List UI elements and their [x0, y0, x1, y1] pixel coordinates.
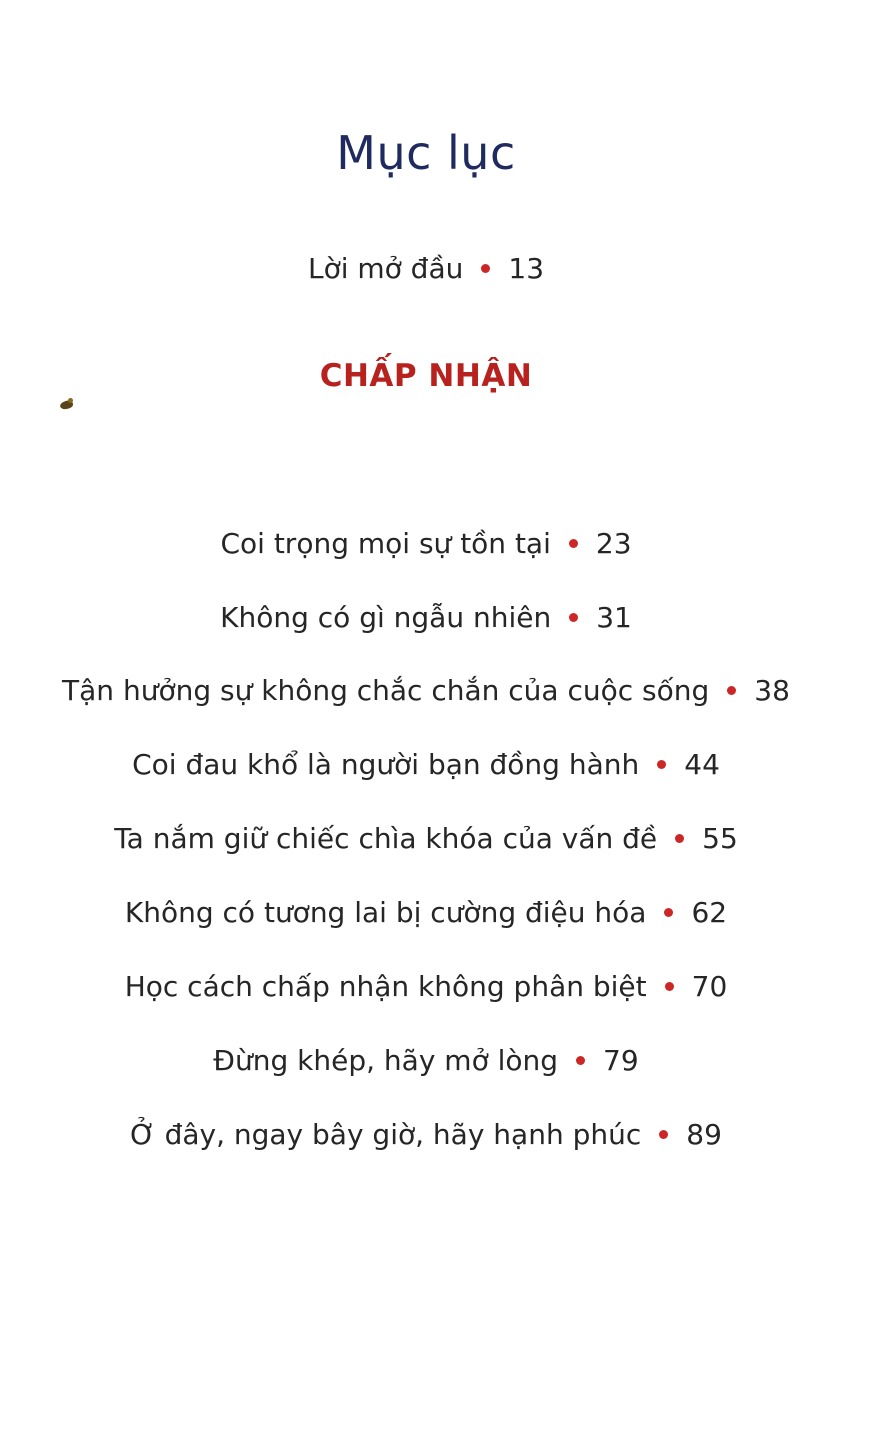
toc-entry-page: 89 [686, 1118, 722, 1151]
toc-entry[interactable] [0, 893, 852, 933]
bullet-dot-icon [657, 760, 666, 769]
toc-entry-label: Lời mở đầu [307, 252, 464, 285]
section-title: CHẤP NHẬN [319, 358, 533, 394]
toc-entry-page: 44 [684, 748, 720, 781]
toc-entry-page: 38 [754, 674, 790, 707]
bullet-dot-icon [569, 539, 578, 548]
toc-entry-label: Đừng khép, hãy mở lòng [213, 1044, 559, 1077]
toc-entry[interactable] [0, 598, 852, 638]
bullet-dot-icon [675, 834, 684, 843]
toc-entry-label: Ta nắm giữ chiếc chìa khóa của vấn đề [114, 822, 658, 855]
toc-entry[interactable] [0, 671, 852, 711]
toc-entry-label: Không có tương lai bị cường điệu hóa [124, 896, 647, 929]
bullet-dot-icon [576, 1056, 585, 1065]
toc-entry-page: 31 [596, 601, 632, 634]
toc-entry-page: 23 [595, 527, 632, 560]
toc-entry-page: 55 [702, 822, 738, 855]
toc-entry-label: Không có gì ngẫu nhiên [220, 601, 552, 634]
toc-entry[interactable] [0, 524, 852, 564]
toc-entry[interactable] [0, 1041, 852, 1081]
toc-entry-intro[interactable] [0, 249, 852, 289]
toc-entry[interactable] [0, 1115, 852, 1155]
toc-entry-page: 13 [508, 252, 545, 285]
bullet-dot-icon [569, 613, 578, 622]
bullet-dot-icon [659, 1130, 668, 1139]
toc-entry-page: 62 [691, 896, 728, 929]
toc-entry-label: Học cách chấp nhận không phân biệt [124, 970, 647, 1003]
ink-smudge-dot [68, 398, 73, 403]
bullet-dot-icon [481, 264, 490, 273]
toc-entry[interactable] [0, 967, 852, 1007]
bullet-dot-icon [664, 908, 673, 917]
toc-entry-label: Tận hưởng sự không chắc chắn của cuộc sống [62, 674, 710, 707]
toc-entry[interactable] [0, 819, 852, 859]
toc-entry-label: Ở đây, ngay bây giờ, hãy hạnh phúc [130, 1118, 642, 1151]
toc-entry-label: Coi đau khổ là người bạn đồng hành [132, 748, 640, 781]
toc-entry-page: 79 [603, 1044, 639, 1077]
toc-title: Mục lục [336, 126, 516, 180]
toc-entry[interactable] [0, 745, 852, 785]
toc-entry-label: Coi trọng mọi sự tồn tại [220, 527, 551, 560]
bullet-dot-icon [727, 686, 736, 695]
bullet-dot-icon [665, 982, 674, 991]
toc-entry-page: 70 [691, 970, 728, 1003]
